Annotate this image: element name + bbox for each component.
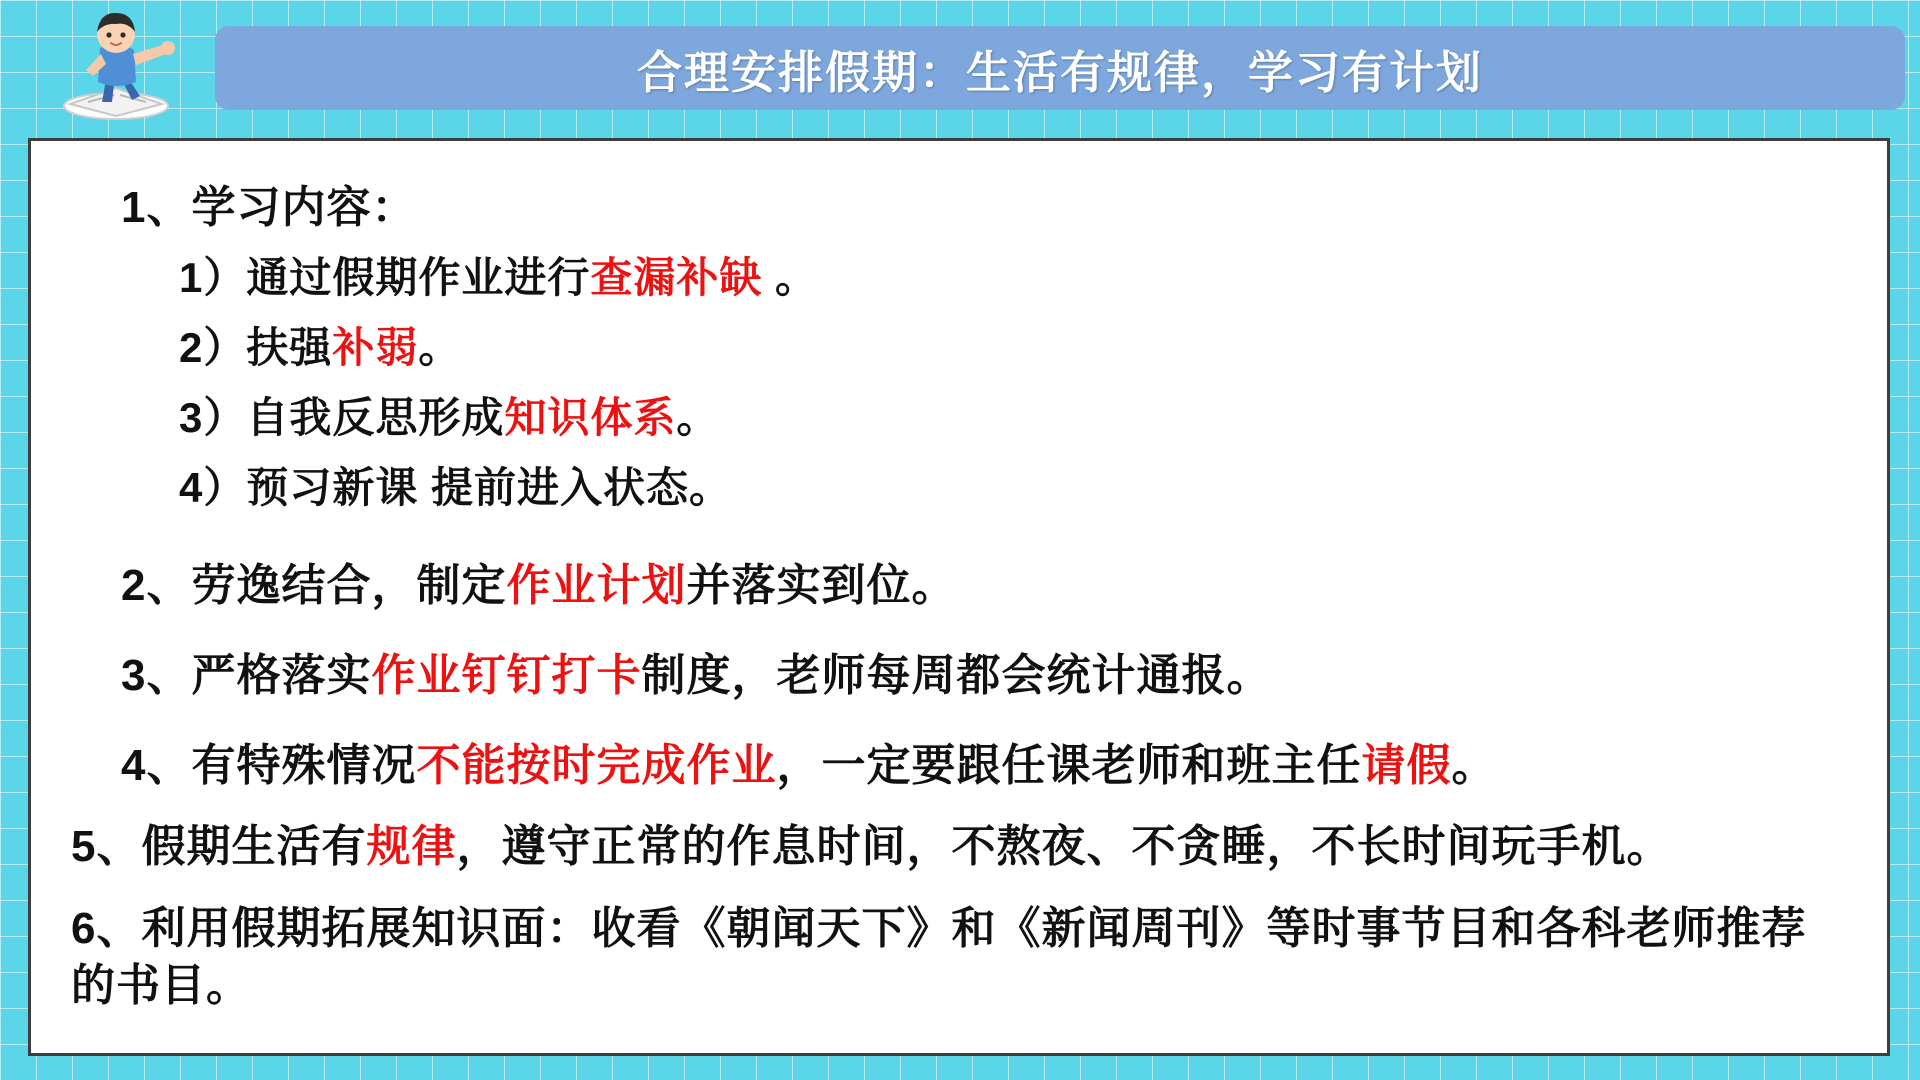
point-text-post: ，遵守正常的作息时间，不熬夜、不贪睡，不长时间玩手机。 (456, 822, 1672, 871)
point-text-pre: 利用假期拓展知识面：收看《朝闻天下》和《新闻周刊》等时事节目和各科老师推荐的书目。 (71, 904, 1807, 1010)
point-text-highlight: 规律 (366, 822, 457, 871)
section1-item-4 (179, 455, 1847, 515)
item-text-highlight: 补弱 (332, 324, 419, 371)
item-text-post: 。 (762, 254, 819, 301)
point-text-pre: 严格落实 (191, 651, 372, 700)
point-text-post: 制度，老师每周都会统计通报。 (641, 651, 1272, 700)
point-text-pre: 假期生活有 (141, 822, 367, 871)
point-text-highlight: 作业计划 (506, 561, 687, 610)
point-4 (121, 729, 1847, 793)
item-text-post: 。 (418, 324, 462, 371)
point-2 (121, 549, 1847, 613)
item-text-highlight: 知识体系 (504, 394, 677, 441)
point-text-pre: 劳逸结合，制定 (191, 561, 507, 610)
student-reading-icon (48, 8, 188, 126)
slide-content-card (28, 138, 1890, 1056)
point-number: 4、 (121, 741, 192, 790)
point-text-highlight: 作业钉钉打卡 (371, 651, 642, 700)
point-number: 5、 (71, 822, 142, 871)
section1-heading: 1、学习内容： (121, 183, 417, 232)
point-text-highlight-2: 请假 (1361, 741, 1452, 790)
item-number: 2） (179, 324, 247, 371)
point-number: 2、 (121, 561, 192, 610)
point-text-post: ，一定要跟任课老师和班主任 (776, 741, 1362, 790)
point-6 (71, 901, 1837, 1014)
slide-header (0, 0, 1920, 128)
point-5 (71, 819, 1837, 875)
item-text-post: 。 (676, 394, 720, 441)
point-number: 6、 (71, 904, 142, 954)
section1-item-3 (179, 385, 1847, 445)
item-number: 4） (179, 464, 247, 511)
item-text-pre: 预习新课 提前进入状态。 (246, 464, 733, 511)
point-text-pre: 有特殊情况 (191, 741, 417, 790)
item-text-pre: 通过假期作业进行 (246, 254, 591, 301)
item-text-pre: 自我反思形成 (246, 394, 505, 441)
point-text-post-2: 。 (1451, 741, 1497, 790)
item-text-highlight: 查漏补缺 (590, 254, 763, 301)
item-text-pre: 扶强 (246, 324, 333, 371)
slide-title: 合理安排假期：生活有规律，学习有计划 (636, 46, 1483, 98)
point-number: 3、 (121, 651, 192, 700)
item-number: 1） (179, 254, 247, 301)
point-text-post: 并落实到位。 (686, 561, 957, 610)
point-text-highlight: 不能按时完成作业 (416, 741, 777, 790)
point-3 (121, 639, 1847, 703)
section1-item-1 (179, 245, 1847, 305)
slide-title-bar (215, 26, 1905, 110)
item-number: 3） (179, 394, 247, 441)
section1-item-2 (179, 315, 1847, 375)
